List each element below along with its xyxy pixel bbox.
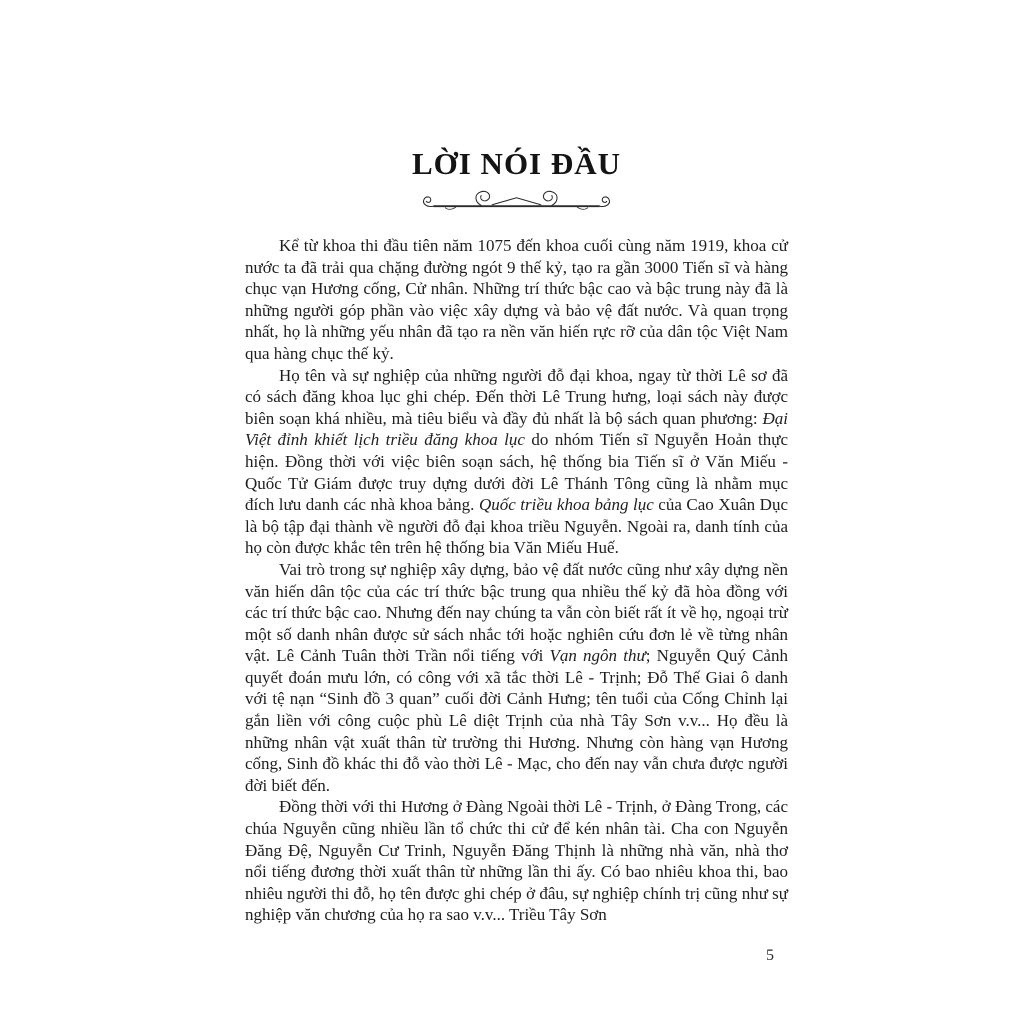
paragraph-text: Vai trò trong sự nghiệp xây dựng, bảo vệ đất nước cũng như xây dựng nền văn hiến dân tộc của các trí thức bậc trung qua nhiều thế kỷ đã hòa đồng với các trí thức bậc cao. Nhưng đến nay chúng ta vẫn còn biết rất ít về họ, ngoại trừ một số danh nhân được sử sách nhắc tới hoặc nghiên cứu đơn lẻ về từng nhân vật. Lê Cảnh Tuân thời Trần nổi tiếng với	[245, 559, 788, 666]
paragraph	[245, 235, 788, 365]
paragraph	[245, 796, 788, 926]
paragraph-text: ; Nguyễn Quý Cảnh quyết đoán mưu lớn, có công với xã tắc thời Lê - Trịnh; Đỗ Thế Giai ô danh với tệ nạn “Sinh đồ 3 quan” cuối đời Cảnh Hưng; tên tuổi của Cống Chỉnh lại gắn liền với công cuộc phù Lê diệt Trịnh của nhà Tây Sơn v.v... Họ đều là những nhân vật xuất thân từ trường thi Hương. Nhưng còn hàng vạn Hương cống, Sinh đồ khác thi đỗ vào thời Lê - Mạc, cho đến nay vẫn chưa được người đời biết đến.	[245, 646, 788, 795]
paragraph-text: do nhóm Tiến sĩ Nguyễn Hoản thực hiện. Đồng thời với việc biên soạn sách, hệ thống bia Tiến sĩ ở Văn Miếu - Quốc Tử Giám được truy dựng dưới đời Lê Thánh Tông cũng là nhằm mục đích lưu danh các nhà khoa bảng.	[245, 430, 788, 515]
page-title: LỜI NÓI ĐẦU	[411, 146, 622, 181]
flourish-divider-icon	[245, 188, 788, 219]
paragraph-text: của Cao Xuân Dục là bộ tập đại thành về người đỗ đại khoa triều Nguyễn. Ngoài ra, danh tính của họ còn được khắc tên trên hệ thống bia Văn Miếu Huế.	[245, 495, 788, 558]
paragraph-text: Đồng thời với thi Hương ở Đàng Ngoài thời Lê - Trịnh, ở Đàng Trong, các chúa Nguyễn cũng nhiều lần tổ chức thi cử để kén nhân tài. Cha con Nguyễn Đăng Đệ, Nguyễn Cư Trinh, Nguyễn Đăng Thịnh là những nhà văn, nhà thơ nổi tiếng đương thời xuất thân từ những lần thi ấy. Có bao nhiêu khoa thi, bao nhiêu người thi đỗ, họ tên được ghi chép ở đâu, sự nghiệp chính trị cũng như sự nghiệp văn chương của họ ra sao v.v... Triều Tây Sơn	[245, 797, 788, 925]
body-text	[245, 235, 788, 926]
italic-book-title-text: Đại Việt đỉnh khiết lịch triều đăng khoa lục	[245, 408, 788, 450]
italic-book-title-text: Quốc triều khoa bảng lục	[478, 495, 654, 515]
italic-book-title-text: Vạn ngôn thư	[549, 646, 646, 666]
paragraph	[245, 559, 788, 797]
paragraph-text: Họ tên và sự nghiệp của những người đỗ đại khoa, ngay từ thời Lê sơ đã có sách đăng khoa lục ghi chép. Đến thời Lê Trung hưng, loại sách này được biên soạn khá nhiều, mà tiêu biểu và đầy đủ nhất là bộ sách quan phương:	[245, 365, 788, 428]
paragraph-text: Kể từ khoa thi đầu tiên năm 1075 đến khoa cuối cùng năm 1919, khoa cử nước ta đã trải qua chặng đường ngót 9 thế kỷ, tạo ra gần 3000 Tiến sĩ và hàng chục vạn Hương cống, Cử nhân. Những trí thức bậc cao và bậc trung này đã là những người góp phần vào việc xây dựng và bảo vệ đất nước. Và quan trọng nhất, họ là những yếu nhân đã tạo ra nền văn hiến rực rỡ của dân tộc Việt Nam qua hàng chục thế kỷ.	[245, 236, 788, 363]
page-number: 5	[766, 947, 774, 964]
paragraph	[245, 365, 788, 559]
